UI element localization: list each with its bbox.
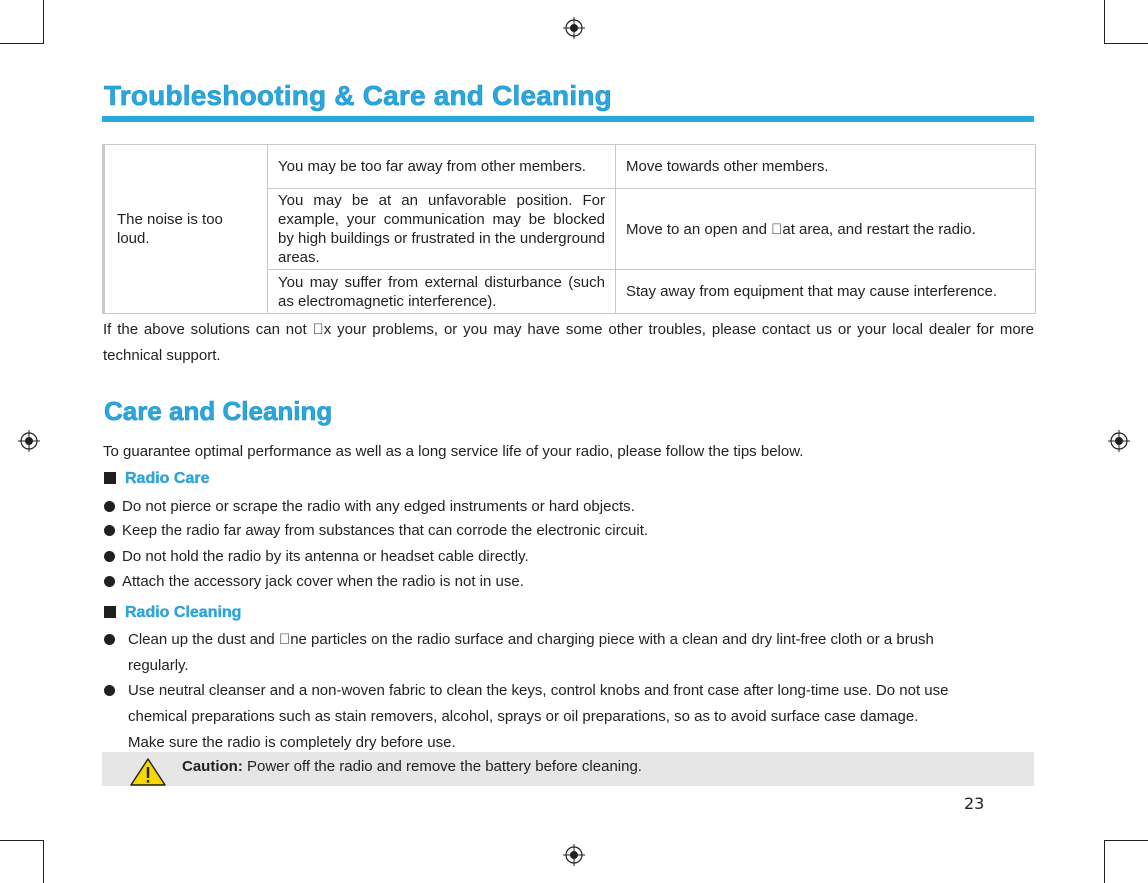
cause-cell: You may suffer from external disturbance (such as electromagnetic interference). [268,270,616,314]
caution-label: Caution: [182,758,243,775]
radio-care-heading-text: Radio Care [125,470,210,487]
cause-cell: You may be too far away from other members. [268,145,616,189]
cause-cell: You may be at an unfavorable position. For example, your communication may be blocked by high buildings or frustrated in the underground areas. [268,189,616,270]
list-item: Use neutral cleanser and a non-woven fabric to clean the keys, control knobs and front case after long-time use. Do not use chemical preparations such as stain removers, alcohol, sprays or oil preparations, so as to avoid surface case damage. Make sure the radio is completely dry before use. [104,678,1034,756]
crop-mark-top-right-v [1104,0,1105,44]
solution-cell: Move to an open and at area, and restart the radio. [616,189,1036,270]
crop-mark-top-left-h [0,43,44,44]
list-item: Do not hold the radio by its antenna or headset cable directly. [104,544,1034,570]
list-item: Attach the accessory jack cover when the radio is not in use. [104,569,1034,595]
page-number: 23 [964,794,985,813]
crop-mark-top-right-h [1104,43,1148,44]
bullet-icon [104,576,115,587]
bullet-icon [104,551,115,562]
radio-care-heading [104,470,209,488]
registration-mark-icon [18,430,40,452]
radio-cleaning-heading [104,604,241,622]
bullet-icon [104,501,115,512]
bullet-icon [104,685,115,696]
list-item: Do not pierce or scrape the radio with any edged instruments or hard objects. [104,494,1034,520]
registration-mark-icon [563,17,585,39]
support-note: If the above solutions can not x your problems, or you may have some other troubles, please contact us or your local dealer for more technical support. [103,321,1034,364]
solution-cell: Move towards other members. [616,145,1036,189]
square-bullet-icon [104,472,116,484]
solution-cell: Stay away from equipment that may cause interference. [616,270,1036,314]
bullet-icon [104,634,115,645]
crop-mark-bottom-left-v [43,840,44,883]
registration-mark-icon [1108,430,1130,452]
crop-mark-bottom-right-h [1104,840,1148,841]
crop-mark-bottom-left-h [0,840,44,841]
care-section-title: Care and Cleaning [104,396,333,426]
list-item: Keep the radio far away from substances that can corrode the electronic circuit. [104,518,1034,544]
table-row [104,145,1036,189]
problem-cell: The noise is too loud. [104,145,268,314]
caution-text [182,758,642,775]
registration-mark-icon [563,844,585,866]
caution-box [102,752,1034,786]
crop-mark-bottom-right-v [1104,840,1105,883]
crop-mark-top-left-v [43,0,44,44]
page-title: Troubleshooting & Care and Cleaning [104,80,612,111]
caution-message: Power off the radio and remove the battery before cleaning. [247,758,642,775]
warning-triangle-icon [130,758,166,786]
square-bullet-icon [104,606,116,618]
radio-cleaning-heading-text: Radio Cleaning [125,604,242,621]
troubleshooting-table [102,144,1036,314]
bullet-icon [104,525,115,536]
title-rule [102,116,1034,122]
list-item: Clean up the dust and ne particles on the radio surface and charging piece with a clean and dry lint-free cloth or a brush regularly. [104,627,1034,679]
care-intro: To guarantee optimal performance as well as a long service life of your radio, please follow the tips below. [103,443,804,460]
